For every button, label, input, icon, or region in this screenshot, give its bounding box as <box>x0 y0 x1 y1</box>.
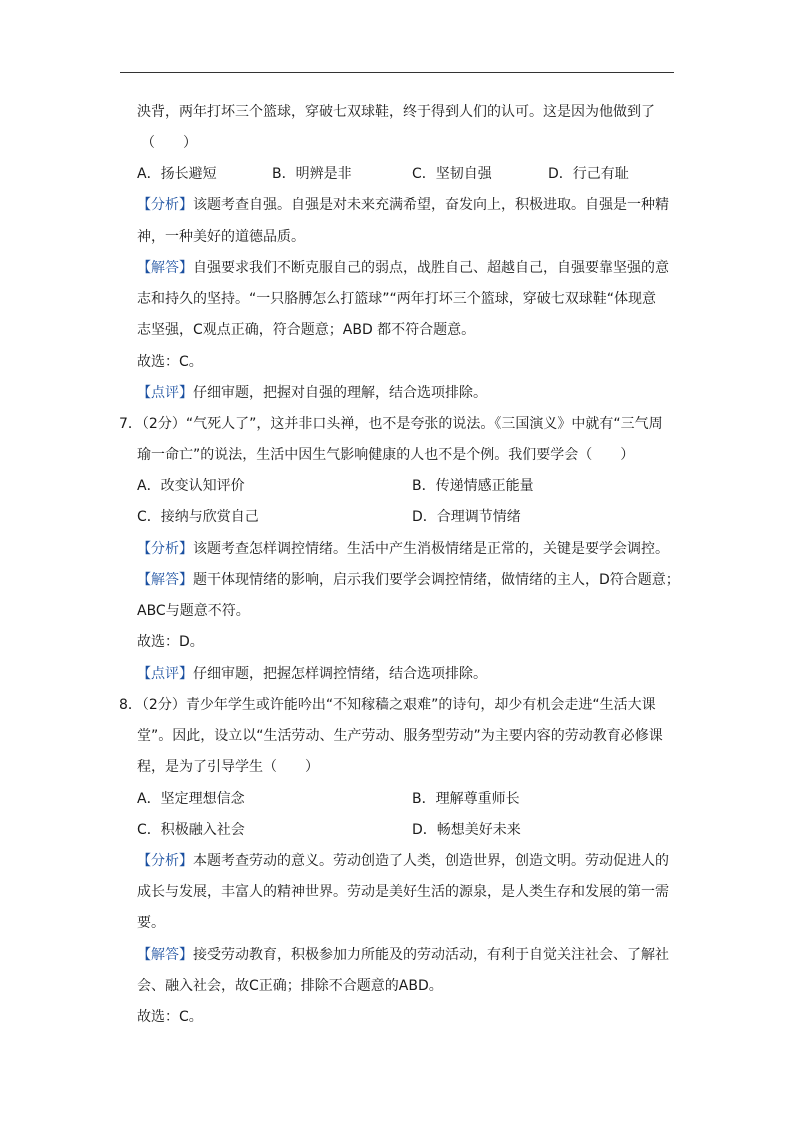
q8-option-b: B．理解尊重师长 <box>412 791 520 807</box>
answer-line: 志和持久的坚持。“一只胳膊怎么打篮球”“两年打坏三个篮球，穿破七双球鞋“体现意 <box>137 291 657 307</box>
answer-text: 题干体现情绪的影响，启示我们要学会调控情绪，做情绪的主人，D符合题意； <box>193 572 680 588</box>
q7-option-d: D．合理调节情绪 <box>412 509 521 525</box>
q7-option-a: A．改变认知评价 <box>137 478 245 494</box>
comment-text: 仔细审题，把握怎样调控情绪，结合选项排除。 <box>193 666 487 682</box>
analysis-text: 本题考查劳动的意义。劳动创造了人类，创造世界，创造文明。劳动促进人的 <box>193 853 669 869</box>
question-8-stem: 8．（2分）青少年学生或许能吟出“不知稼穑之艰难”的诗句，却少有机会走进“生活大课 <box>119 697 656 713</box>
header-rule <box>120 72 674 73</box>
comment-line <box>137 384 487 402</box>
q8-option-a: A．坚定理想信念 <box>137 791 245 807</box>
q8-analysis-line: 成长与发展，丰富人的精神世界。劳动是美好生活的源泉，是人类生存和发展的第一需 <box>137 884 669 900</box>
comment-tag: 【点评】 <box>137 385 193 401</box>
analysis-line: 神，一种美好的道德品质。 <box>137 229 305 245</box>
question-7-stem: 瑜一命亡”的说法，生活中因生气影响健康的人也不是个例。我们要学会（ ） <box>137 447 635 463</box>
option-c: C．坚韧自强 <box>412 166 492 182</box>
option-b: B．明辨是非 <box>272 166 352 182</box>
option-a: A．扬长避短 <box>137 166 217 182</box>
analysis-text: 该题考查怎样调控情绪。生活中产生消极情绪是正常的，关键是要学会调控。 <box>193 541 669 557</box>
question-stem-line: 泱背，两年打坏三个篮球，穿破七双球鞋，终于得到人们的认可。这是因为他做到了 <box>137 104 655 120</box>
analysis-tag: 【分析】 <box>137 541 193 557</box>
question-7-stem: 7．（2分）“气死人了”，这并非口头禅，也不是夸张的说法。《三国演义》中就有“三气周 <box>119 416 663 432</box>
question-8-stem: 堂”。因此，设立以“生活劳动、生产劳动、服务型劳动”为主要内容的劳动教育必修课 <box>137 728 663 744</box>
q8-option-d: D．畅想美好未来 <box>412 822 521 838</box>
answer-text: 接受劳动教育，积极参加力所能及的劳动活动，有利于自觉关注社会、了解社 <box>193 947 669 963</box>
q7-analysis-line <box>137 540 669 558</box>
comment-text: 仔细审题，把握对自强的理解，结合选项排除。 <box>193 385 487 401</box>
answer-blank: （ ） <box>141 135 197 151</box>
analysis-line <box>137 196 669 214</box>
comment-tag: 【点评】 <box>137 666 193 682</box>
q7-option-b: B．传递情感正能量 <box>412 478 534 494</box>
q7-option-c: C．接纳与欣赏自己 <box>137 509 259 525</box>
q8-answer-line <box>137 946 669 964</box>
answer-line <box>137 259 669 277</box>
q7-answer-line: ABC与题意不符。 <box>137 603 250 619</box>
choice-line: 故选：C。 <box>137 354 203 370</box>
q8-answer-line: 会、融入社会，故C正确；排除不合题意的ABD。 <box>137 978 443 994</box>
q8-choice-line: 故选：C。 <box>137 1009 203 1025</box>
q7-choice-line: 故选：D。 <box>137 634 204 650</box>
q8-option-c: C．积极融入社会 <box>137 822 245 838</box>
answer-line: 志坚强，C观点正确，符合题意；ABD 都不符合题意。 <box>137 322 476 338</box>
analysis-text: 该题考查自强。自强是对未来充满希望，奋发向上，积极进取。自强是一种精 <box>193 197 669 213</box>
q8-analysis-line: 要。 <box>137 915 165 931</box>
analysis-tag: 【分析】 <box>137 853 193 869</box>
q7-comment-line <box>137 665 487 683</box>
analysis-tag: 【分析】 <box>137 197 193 213</box>
answer-text: 自强要求我们不断克服自己的弱点，战胜自己、超越自己，自强要靠坚强的意 <box>193 260 669 276</box>
answer-tag: 【解答】 <box>137 572 193 588</box>
q7-answer-line <box>137 571 680 589</box>
q8-analysis-line <box>137 852 669 870</box>
answer-tag: 【解答】 <box>137 947 193 963</box>
option-d: D．行己有耻 <box>548 166 629 182</box>
answer-tag: 【解答】 <box>137 260 193 276</box>
question-8-stem: 程，是为了引导学生（ ） <box>137 759 319 775</box>
